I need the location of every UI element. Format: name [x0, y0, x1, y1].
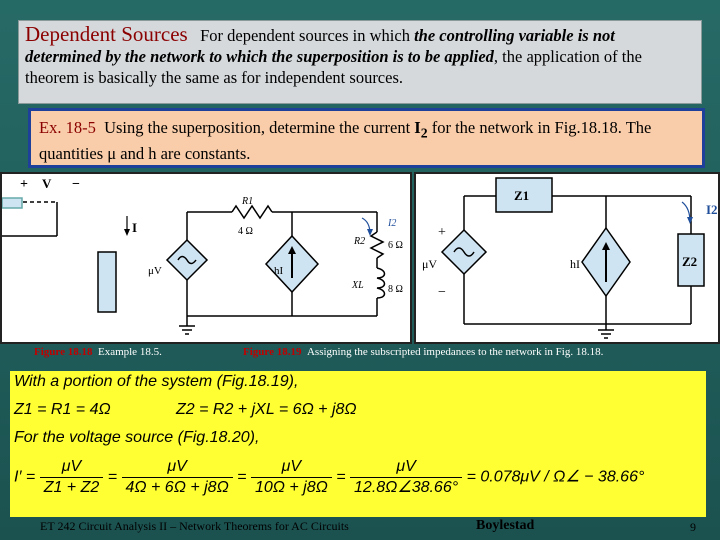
- eq-line-1: With a portion of the system (Fig.18.19),: [14, 373, 299, 390]
- eq-z1: Z1 = R1 = 4Ω: [14, 401, 111, 418]
- eq-z2: Z2 = R2 + jXL = 6Ω + j8Ω: [176, 401, 357, 418]
- fig1-xl-val: 8 Ω: [388, 284, 403, 295]
- fig2-i2: I2: [706, 202, 718, 217]
- figure-18-19: [414, 172, 720, 344]
- eq-current: I′ = $\frac{\mu V}{Z1 + Z2}$ = $\frac{\mu V}{4\Omega + 6\Omega + j8\Omega}$ = $\frac{\mu V}{10\Omega + j8\Omega}$ = $\frac{\mu V}{12.8\Omega\angle 38.66^\circ}$ = 0.078μV / Ω∠ − 38.66°: [14, 458, 645, 496]
- figure-18-19-caption: Figure 18.19 Assigning the subscripted impedances to the network in Fig. 18.18.: [243, 346, 604, 358]
- equation-panel: [10, 371, 706, 517]
- figure-18-18: [0, 172, 412, 344]
- circuit-diagram-1: [2, 174, 410, 342]
- example-current: $I_2$: [414, 118, 428, 141]
- figure-18-18-caption: Figure 18.18 Example 18.5.: [34, 346, 162, 358]
- eq-result: = 0.078μV / Ω∠ − 38.66°: [466, 468, 645, 486]
- intro-rest: , the application of the theorem is basically the same as for independent sources.: [25, 47, 642, 87]
- fig1-v: V: [42, 176, 52, 191]
- example-text-before: Using the superposition, determine the current: [104, 118, 411, 137]
- fig1-plus: +: [20, 177, 28, 192]
- example-label: Ex. 18-5: [39, 118, 96, 137]
- fig2-h-i: hI: [570, 257, 580, 271]
- eq-frac-2: $\frac{\mu V}{4\Omega + 6\Omega + j8\Omega}$: [122, 457, 233, 498]
- fig2-z1: Z1: [514, 188, 530, 203]
- intro-emphasis: the controlling variable is not determined by the network to which the superposition is to be applied: [25, 26, 615, 66]
- fig1-xl: XL: [352, 280, 364, 291]
- fig1-i: I: [132, 220, 138, 235]
- intro-box: [18, 20, 702, 104]
- fig1-minus: −: [72, 177, 80, 192]
- page-number: 9: [690, 520, 696, 534]
- fig1-h-i: hI: [274, 265, 284, 277]
- circuit-diagram-2: [416, 174, 718, 342]
- eq-frac-1: $\frac{\mu V}{Z1 + Z2}$: [40, 457, 104, 498]
- fig2-plus: +: [438, 225, 446, 240]
- fig1-mu-v: μV: [148, 265, 162, 277]
- eq-frac-4: $\frac{\mu V}{12.8\Omega\angle 38.66^\circ}$: [350, 457, 462, 498]
- example-text-after: for the network in Fig.18.18. The quantities μ and h are constants.: [39, 118, 652, 164]
- fig1-i2: I2: [388, 218, 397, 229]
- slide-title: Dependent Sources: [25, 22, 188, 46]
- fig2-minus: −: [438, 285, 446, 300]
- fig1-r2: R2: [354, 236, 366, 247]
- fig2-mu-v: μV: [422, 257, 438, 271]
- footer-course: ET 242 Circuit Analysis II – Network Theorems for AC Circuits: [40, 519, 349, 533]
- footer-author: Boylestad: [476, 518, 535, 533]
- fig1-r1-val: 4 Ω: [238, 226, 253, 237]
- eq-frac-3: $\frac{\mu V}{10\Omega + j8\Omega}$: [251, 457, 332, 498]
- fig2-z2: Z2: [682, 254, 698, 269]
- fig1-r1: R1: [242, 196, 254, 207]
- intro-text: For dependent sources in which: [200, 26, 410, 45]
- eq-line-3: For the voltage source (Fig.18.20),: [14, 429, 260, 446]
- fig1-r2-val: 6 Ω: [388, 240, 403, 251]
- example-box: [28, 108, 705, 168]
- eq-ip: I′ =: [14, 468, 36, 486]
